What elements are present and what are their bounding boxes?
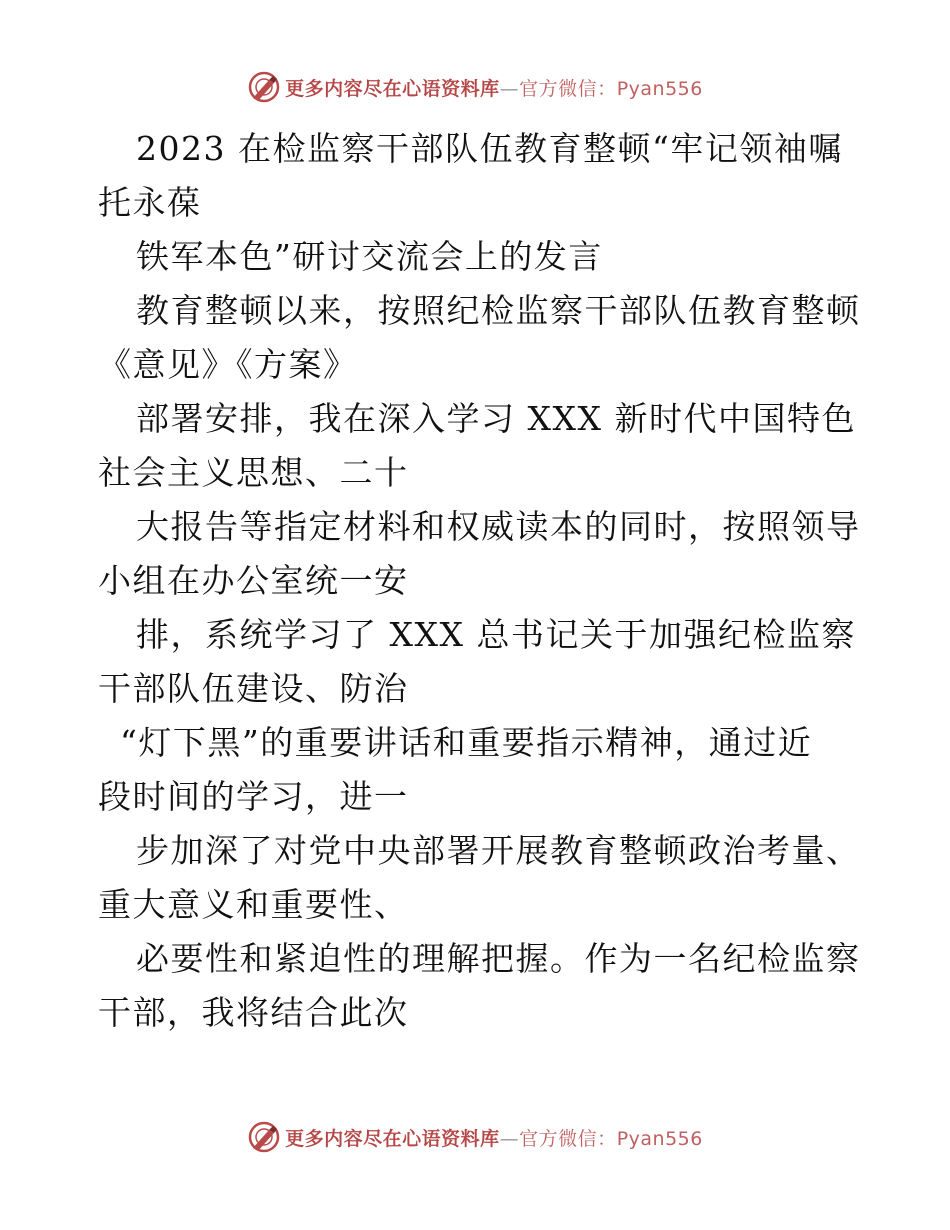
text-line: 重大意义和重要性、 <box>98 885 409 924</box>
watermark-separator: — <box>499 77 520 100</box>
watermark-wechat-id: Pyan556 <box>616 77 703 100</box>
text-line: 干部，我将结合此次 <box>98 993 409 1032</box>
watermark-footer <box>0 1120 950 1154</box>
text-line: 大报告等指定材料和权威读本的同时，按照领导 <box>136 507 861 546</box>
text-line: 2023 在检监察干部队伍教育整顿“牢记领袖嘱 <box>136 129 843 168</box>
pen-nib-circle-icon <box>247 70 281 104</box>
watermark-wechat-label: 官方微信： <box>519 1127 617 1150</box>
text-line: 步加深了对党中央部署开展教育整顿政治考量、 <box>136 831 861 870</box>
text-line: 排，系统学习了 XXX 总书记关于加强纪检监察 <box>136 615 856 654</box>
text-line: 部署安排，我在深入学习 XXX 新时代中国特色 <box>136 399 856 438</box>
text-line: 段时间的学习，进一 <box>98 777 409 816</box>
watermark-wechat-label: 官方微信： <box>519 77 617 100</box>
text-line: 小组在办公室统一安 <box>98 561 409 600</box>
text-line: 铁军本色”研讨交流会上的发言 <box>136 237 603 276</box>
pen-nib-circle-icon <box>247 1120 281 1154</box>
document-body <box>98 122 861 1040</box>
watermark-wechat-id: Pyan556 <box>616 1127 703 1150</box>
text-line: 《意见》《方案》 <box>98 345 358 384</box>
watermark-brand: 更多内容尽在心语资料库 <box>285 1127 500 1150</box>
watermark-separator: — <box>499 1127 520 1150</box>
text-line: “灯下黑”的重要讲话和重要指示精神，通过近 <box>120 723 813 762</box>
watermark-brand: 更多内容尽在心语资料库 <box>285 77 500 100</box>
text-line: 干部队伍建设、防治 <box>98 669 409 708</box>
text-line: 必要性和紧迫性的理解把握。作为一名纪检监察 <box>136 939 861 978</box>
text-line: 教育整顿以来，按照纪检监察干部队伍教育整顿 <box>136 291 861 330</box>
text-line: 托永葆 <box>98 183 202 222</box>
text-line: 社会主义思想、二十 <box>98 453 409 492</box>
watermark-header <box>0 70 950 104</box>
